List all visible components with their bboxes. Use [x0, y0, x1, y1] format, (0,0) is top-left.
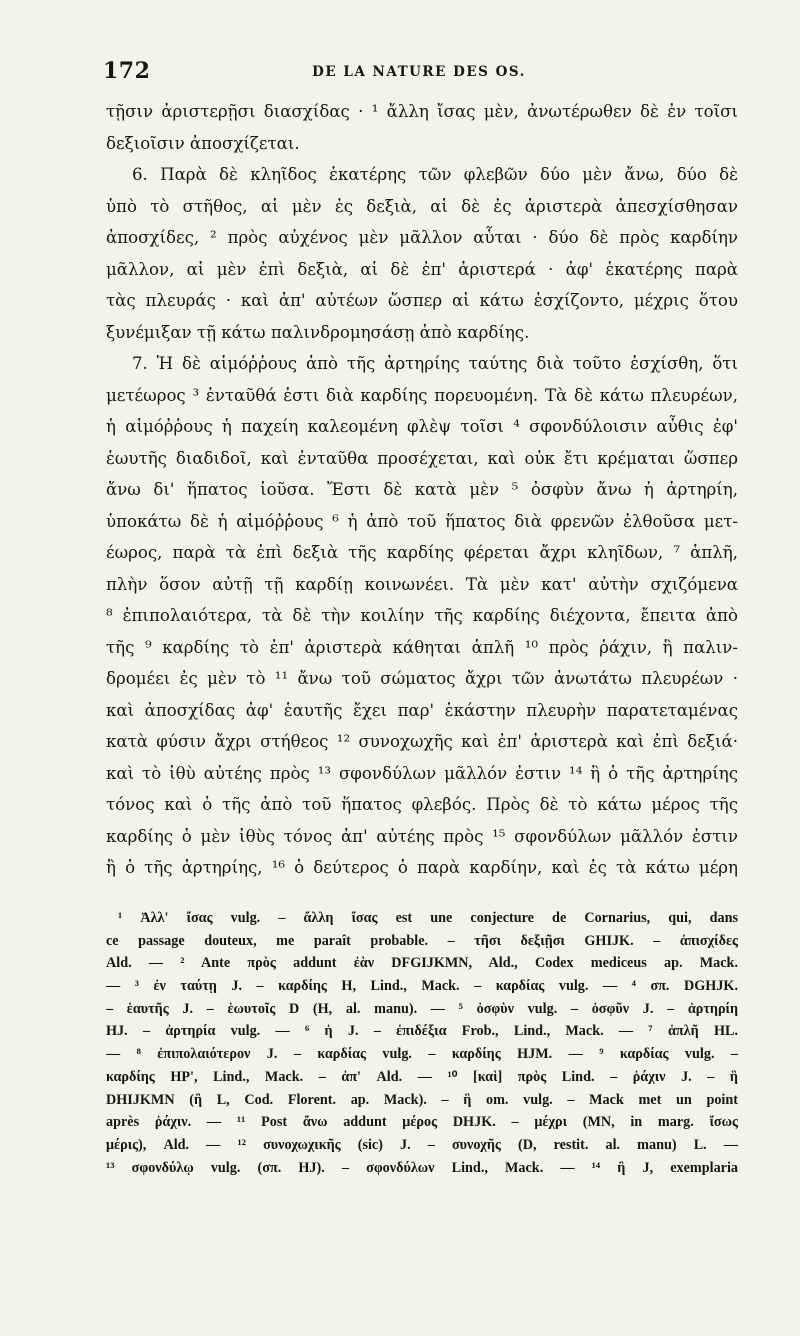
footnote-line: — ⁸ ἐπιπολαιότερον J. – καρδίας vulg. – καρδίης HJM. — ⁹ καρδίας vulg. –	[106, 1046, 738, 1063]
text-line: καὶ τὸ ἰθὺ αὐτέης πρὸς ¹³ σφονδύλων μᾶλλόν ἐστιν ¹⁴ ἢ ὁ τῆς ἀρτηρίης	[106, 763, 738, 783]
text-line: ἄνω δι' ἥπατος ἰοῦσα. Ἔστι δὲ κατὰ μὲν ⁵ ὀσφὺν ἄνω ἡ ἀρτηρίη,	[106, 480, 738, 499]
page-number: 172	[103, 58, 151, 84]
text-line-section-6: 6. Παρὰ δὲ κληῖδος ἑκατέρης τῶν φλεβῶν δύο μὲν ἄνω, δύο δὲ	[132, 165, 738, 184]
footnote-line: μέρις), Ald. — ¹² συνοχωχικῆς (sic) J. – συνοχῆς (D, restit. al. manu) L. —	[106, 1136, 738, 1153]
text-line: ὑπὸ τὸ στῆθος, αἱ μὲν ἐς δεξιὰ, αἱ δὲ ἐς ἀριστερὰ ἀπεσχίσθησαν	[106, 196, 738, 216]
footnote-line: Ald. — ² Ante πρὸς addunt ἐὰν DFGIJKMN, Ald., Codex mediceus ap. Mack.	[106, 955, 738, 972]
text-line: καὶ ἀποσχίδας ἀφ' ἑαυτῆς ἔχει παρ' ἑκάστην πλευρὴν παρατεταμένας	[106, 700, 738, 720]
text-line: πλὴν ὅσον αὐτῇ τῇ καρδίῃ κοινωνέει. Τὰ μὲν κατ' αὐτὴν σχιζόμενα	[106, 574, 738, 594]
text-line: κατὰ φύσιν ἄχρι στήθεος ¹² συνοχωχῆς καὶ ἐπ' ἀριστερὰ καὶ ἐπὶ δεξιά·	[106, 732, 738, 751]
text-line: τόνος καὶ ὁ τῆς ἀπὸ τοῦ ἥπατος φλεβός. Πρὸς δὲ τὸ κάτω μέρος τῆς	[106, 795, 738, 814]
footnote-line: ¹³ σφονδύλῳ vulg. (σπ. HJ). – σφονδύλων Lind., Mack. — ¹⁴ ἢ J, exemplaria	[106, 1159, 738, 1176]
text-line: τὰς πλευράς · καὶ ἀπ' αὐτέων ὥσπερ αἱ κάτω ἐσχίζοντο, μέχρις ὅτου	[106, 291, 738, 310]
footnote-line: HJ. – ἀρτηρία vulg. — ⁶ ἡ J. – ἐπιδέξια Frob., Lind., Mack. — ⁷ ἁπλῆ HL.	[106, 1023, 738, 1040]
text-line: ἢ ὁ τῆς ἀρτηρίης, ¹⁶ ὁ δεύτερος ὁ παρὰ καρδίην, καὶ ἐς τὰ κάτω μέρη	[106, 858, 738, 877]
text-line: ξυνέμιξαν τῇ κάτω παλινδρομησάσῃ ἀπὸ καρδίης.	[106, 322, 530, 342]
text-line: μᾶλλον, αἱ μὲν ἐπὶ δεξιὰ, αἱ δὲ ἐπ' ἀριστερά · ἀφ' ἑκατέρης παρὰ	[106, 259, 738, 279]
text-line: έωρος, παρὰ τὰ ἐπὶ δεξιὰ τῆς καρδίης φέρεται ἄχρι κληῖδων, ⁷ ἁπλῆ,	[106, 543, 738, 562]
text-line: ⁸ ἐπιπολαιότερα, τὰ δὲ τὴν κοιλίην τῆς καρδίης διέχοντα, ἔπειτα ἀπὸ	[106, 606, 738, 625]
text-line: καρδίης ὁ μὲν ἰθὺς τόνος ἀπ' αὐτέης πρὸς ¹⁵ σφονδύλων μᾶλλόν ἐστιν	[106, 826, 738, 846]
text-line: ἡ αἱμόῤῥους ἡ παχείη καλεομένη φλὲψ τοῖσι ⁴ σφονδύλοισιν αὖθις ἐφ'	[106, 417, 738, 436]
footnote-line: ce passage douteux, me paraît probable. – τῆσι δεξιῇσι GHIJK. – ἀπισχίδες	[106, 932, 738, 949]
text-line: ἀποσχίδες, ² πρὸς αὐχένος μὲν μᾶλλον αὗται · δύο δὲ πρὸς καρδίην	[106, 228, 738, 247]
footnote-line: καρδίης HP', Lind., Mack. – ἀπ' Ald. — ¹⁰ [καὶ] πρὸς Lind. – ῥάχιν J. – ἣ	[106, 1068, 738, 1085]
text-line: τῇσιν ἀριστερῇσι διασχίδας · ¹ ἄλλη ἴσας μὲν, ἀνωτέρωθεν δὲ ἐν τοῖσι	[106, 102, 738, 121]
footnote-line: après ῥάχιν. — ¹¹ Post ἄνω addunt μέρος DHJK. – μέχρι (MN, in marg. ἴσως	[106, 1114, 738, 1131]
text-line-section-7: 7. Ἡ δὲ αἱμόῤῥους ἀπὸ τῆς ἀρτηρίης ταύτης διὰ τοῦτο ἐσχίσθη, ὅτι	[132, 354, 738, 373]
text-line: τῆς ⁹ καρδίης τὸ ἐπ' ἀριστερὰ κάθηται ἁπλῆ ¹⁰ πρὸς ῥάχιν, ἣ παλιν-	[106, 637, 738, 657]
footnote-line: – ἑαυτῆς J. – ἑωυτοῖς D (H, al. manu). — ⁵ ὀσφὺν vulg. – ὀσφῦν J. – ἀρτηρίη	[106, 1000, 738, 1017]
text-line: μετέωρος ³ ἐνταῦθά ἐστι διὰ καρδίης πορευομένη. Τὰ δὲ κάτω πλευρέων,	[106, 385, 738, 405]
text-line: ἑωυτῆς διαδιδοῖ, καὶ ἐνταῦθα προσέχεται, καὶ οὐκ ἔτι κρέμαται ὥσπερ	[106, 448, 738, 468]
running-title: DE LA NATURE DES OS.	[312, 64, 526, 80]
main-text	[106, 96, 738, 884]
footnote-line: DHIJKMN (ἢ L, Cod. Florent. ap. Mack). – ἣ om. vulg. – Mack met un point	[106, 1091, 738, 1108]
page-header	[103, 58, 735, 92]
footnote-line: ¹ Ἀλλ' ἴσας vulg. – ἄλλη ἴσας est une conjecture de Cornarius, qui, dans	[118, 910, 738, 926]
footnotes	[106, 907, 738, 1179]
footnote-line: — ³ ἐν ταύτῃ J. – καρδίης H, Lind., Mack. – καρδίας vulg. — ⁴ σπ. DGHJK.	[106, 978, 738, 995]
text-line: δεξιοῖσιν ἀποσχίζεται.	[106, 133, 300, 153]
text-line: ὑποκάτω δὲ ἡ αἱμόῤῥους ⁶ ἡ ἀπὸ τοῦ ἥπατος διὰ φρενῶν ἐλθοῦσα μετ-	[106, 511, 738, 531]
text-line: δρομέει ἐς μὲν τὸ ¹¹ ἄνω τοῦ σώματος ἄχρι τῶν ἀνωτάτω πλευρέων ·	[106, 669, 738, 688]
